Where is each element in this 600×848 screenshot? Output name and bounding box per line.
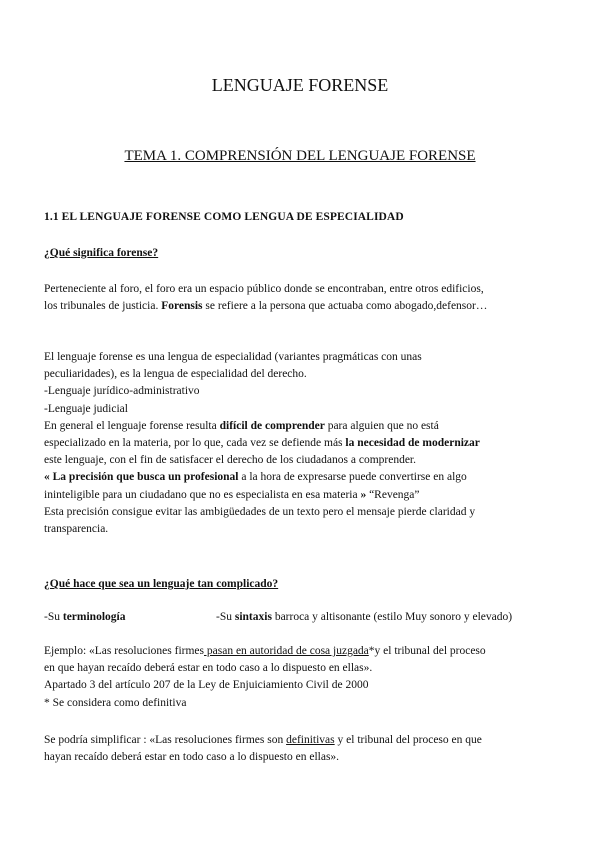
paragraph-line: Ejemplo: «Las resoluciones firmes pasan en autoridad de cosa juzgada*y el tribunal del proceso — [44, 645, 486, 657]
bold-term: terminología — [62, 611, 126, 623]
paragraph-line: transparencia. — [44, 523, 109, 536]
paragraph-line: Esta precisión consigue evitar las ambigüedades de un texto pero el mensaje pierde claridad y — [44, 505, 476, 518]
question-heading-complicado: ¿Qué hace que sea un lenguaje tan complicado? — [44, 578, 279, 590]
list-item: -Lenguaje jurídico-administrativo — [44, 385, 200, 398]
paragraph-line: « La precisión que busca un profesional a la hora de expresarse puede convertirse en algo — [44, 471, 467, 484]
paragraph-line: este lenguaje, con el fin de satisfacer el derecho de los ciudadanos a comprender. — [44, 454, 416, 467]
question-heading-forense: ¿Qué significa forense? — [44, 247, 159, 259]
paragraph-lengua-especialidad — [44, 349, 480, 538]
underlined-word: definitivas — [286, 734, 335, 746]
footnote: * Se considera como definitiva — [44, 696, 187, 709]
paragraph-line: especializado en la materia, por lo que, cada vez se defiende más la necesidad de modernizar — [44, 437, 480, 450]
underlined-phrase: pasan en autoridad de cosa juzgada — [204, 645, 369, 657]
chapter-heading: TEMA 1. COMPRENSIÓN DEL LENGUAJE FORENSE — [124, 148, 476, 164]
term-sintaxis: -Su sintaxis barroca y altisonante (estilo Muy sonoro y elevado) — [216, 611, 513, 623]
bold-term: Forensis — [161, 300, 203, 313]
paragraph-line: Perteneciente al foro, el foro era un espacio público donde se encontraban, entre otros edificios, — [44, 283, 484, 295]
section-heading: 1.1 EL LENGUAJE FORENSE COMO LENGUA DE ESPECIALIDAD — [44, 211, 404, 223]
paragraph-simplification — [44, 732, 482, 766]
paragraph-line: en que hayan recaído deberá estar en todo caso a lo dispuesto en ellas». — [44, 662, 373, 675]
term-terminologia: -Su terminología — [44, 611, 126, 623]
bold-term: sintaxis — [234, 611, 272, 623]
paragraph-line: ininteligible para un ciudadano que no es especialista en esa materia » “Revenga” — [44, 488, 420, 501]
bold-quote: « La precisión que busca un profesional — [44, 471, 239, 484]
bold-term: la necesidad de modernizar — [345, 437, 480, 450]
paragraph-line: Apartado 3 del artículo 207 de la Ley de Enjuiciamiento Civil de 2000 — [44, 679, 369, 692]
paragraph-definition — [44, 281, 487, 315]
paragraph-line: Se podría simplificar : «Las resoluciones firmes son definitivas y el tribunal del proceso en que — [44, 734, 482, 746]
paragraph-line: peculiaridades), es la lengua de especialidad del derecho. — [44, 368, 307, 381]
bold-term: difícil de comprender — [219, 419, 325, 432]
paragraph-line: El lenguaje forense es una lengua de especialidad (variantes pragmáticas con unas — [44, 351, 422, 363]
paragraph-line: los tribunales de justicia. Forensis se refiere a la persona que actuaba como abogado,defensor… — [44, 300, 488, 313]
paragraph-line: hayan recaído deberá estar en todo caso a lo dispuesto en ellas». — [44, 751, 340, 764]
paragraph-line: En general el lenguaje forense resulta difícil de comprender para alguien que no está — [44, 419, 439, 432]
bold-quote-close: » — [360, 488, 367, 501]
paragraph-example — [44, 643, 486, 712]
document-title: LENGUAJE FORENSE — [211, 75, 389, 95]
list-item: -Lenguaje judicial — [44, 402, 128, 415]
